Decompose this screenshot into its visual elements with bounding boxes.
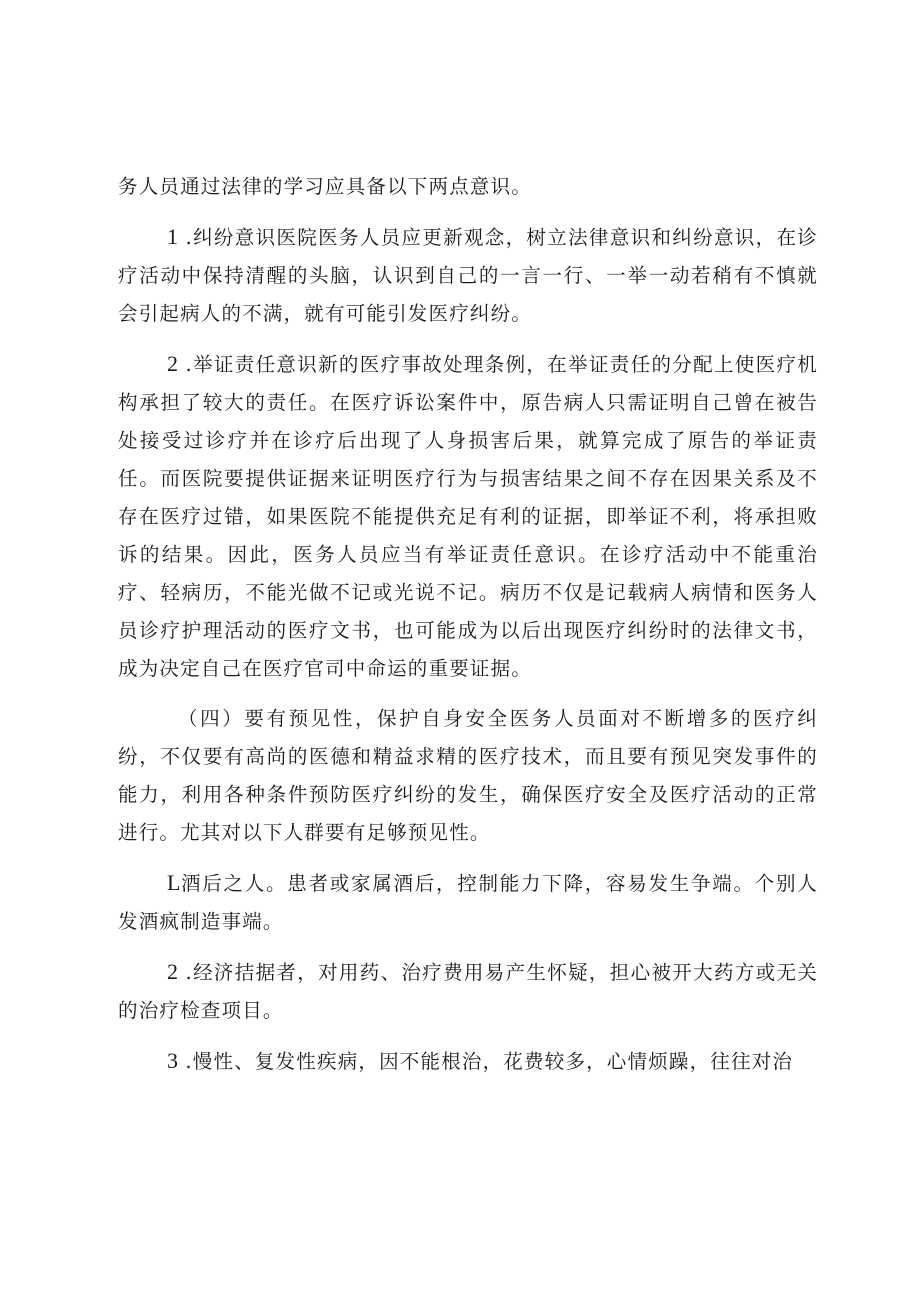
paragraph-text: .纠纷意识医院医务人员应更新观念，树立法律意识和纠纷意识，在诊疗活动中保持清醒的头脑，认识到自己的一言一行、一举一动若稍有不慎就会引起病人的不满，就有可能引发医疗纠纷。 [118,226,818,325]
item-number: 1 [167,224,178,249]
paragraph-item-2 [118,345,818,688]
paragraph-item-1 [118,218,818,333]
paragraph-text: 务人员通过法律的学习应具备以下两点意识。 [118,175,533,198]
paragraph-text: .举证责任意识新的医疗事故处理条例，在举证责任的分配上使医疗机构承担了较大的责任。在医疗诉讼案件中，原告病人只需证明自己曾在被告处接受过诊疗并在诊疗后出现了人身损害后果，就算完成了原告的举证责任。而医院要提供证据来证明医疗行为与损害结果之间不存在因果关系及不存在医疗过错，如果医院不能提供充足有利的证据，即举证不利，将承担败诉的结果。因此，医务人员应当有举证责任意识。在诊疗活动中不能重治疗、轻病历，不能光做不记或光说不记。病历不仅是记载病人病情和医务人员诊疗护理活动的医疗文书，也可能成为以后出现医疗纠纷时的法律文书，成为决定自己在医疗官司中命运的重要证据。 [118,353,818,680]
item-number: L [167,870,181,895]
paragraph-item-2b [118,953,818,1030]
paragraph-item-3 [118,1042,818,1081]
paragraph-text: .经济拮据者，对用药、治疗费用易产生怀疑，担心被开大药方或无关的治疗检查项目。 [118,961,818,1022]
item-number: 2 [167,351,178,376]
paragraph-text: 酒后之人。患者或家属酒后，控制能力下降，容易发生争端。个别人发酒疯制造事端。 [118,872,818,933]
item-number: 2 [167,959,178,984]
paragraph-continuation [118,168,818,206]
section-heading-paragraph [118,700,818,852]
paragraph-text: （四）要有预见性，保护自身安全医务人员面对不断增多的医疗纠纷，不仅要有高尚的医德和精益求精的医疗技术，而且要有预见突发事件的能力，利用各种条件预防医疗纠纷的发生，确保医疗安全及医疗活动的正常进行。尤其对以下人群要有足够预见性。 [118,707,818,844]
document-body [118,168,818,1081]
item-number: 3 [167,1048,178,1073]
paragraph-item-L [118,864,818,941]
paragraph-text: .慢性、复发性疾病，因不能根治，花费较多，心情烦躁，往往对治 [178,1050,794,1073]
